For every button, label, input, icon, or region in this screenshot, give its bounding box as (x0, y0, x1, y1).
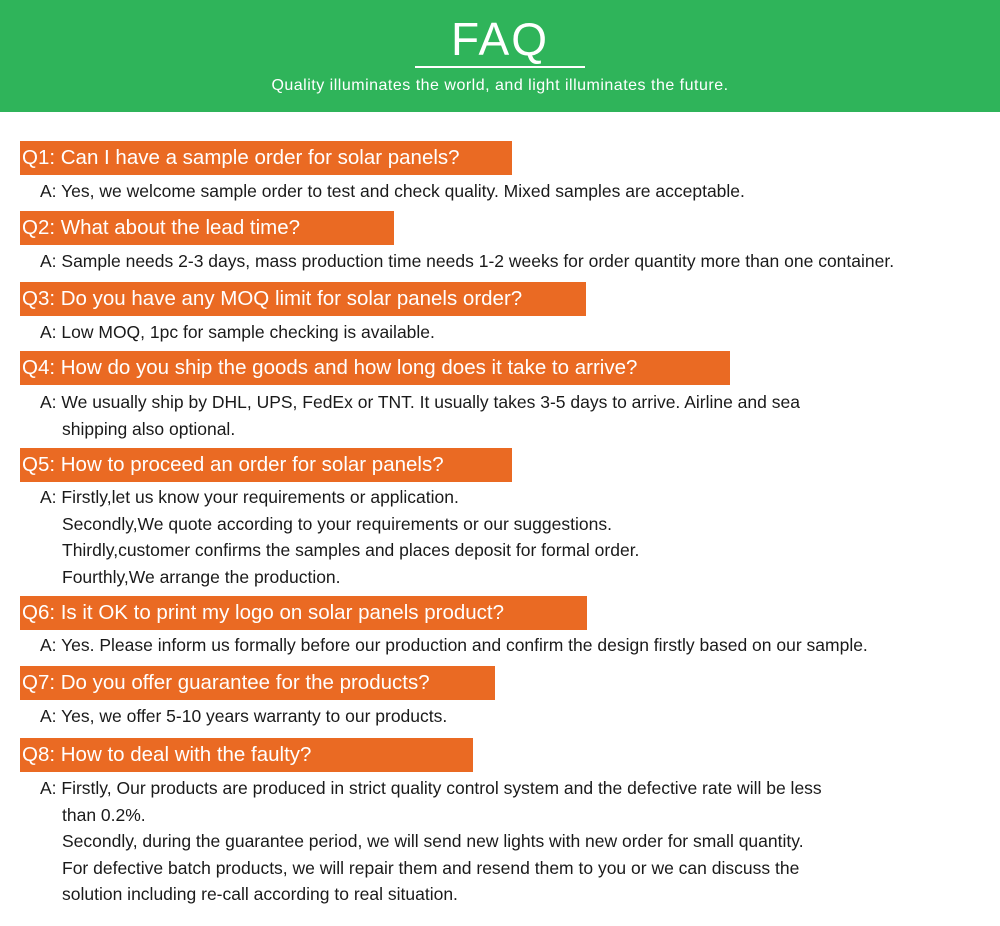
answer-line: For defective batch products, we will repair them and resend them to you or we can discuss the (62, 857, 800, 878)
answer-line: Fourthly,We arrange the production. (62, 566, 341, 587)
answer-line: shipping also optional. (62, 418, 236, 439)
answer-line: than 0.2%. (62, 804, 146, 825)
answer-line: A: Yes, we welcome sample order to test and check quality. Mixed samples are acceptable. (40, 181, 745, 201)
faq-question-1: Q1: Can I have a sample order for solar panels? (20, 141, 512, 175)
faq-question-3: Q3: Do you have any MOQ limit for solar panels order? (20, 282, 586, 316)
answer-line: solution including re-call according to real situation. (62, 884, 458, 905)
answer-line: A: Firstly,let us know your requirements or application. (40, 487, 459, 507)
faq-answer-3 (40, 319, 995, 346)
faq-answer-5 (40, 484, 995, 590)
faq-answer-4 (40, 389, 995, 442)
faq-answer-6 (40, 632, 995, 659)
faq-question-8: Q8: How to deal with the faulty? (20, 738, 473, 772)
answer-line: Secondly, during the guarantee period, we will send new lights with new order for small quantity. (62, 831, 804, 852)
faq-answer-2 (40, 248, 995, 275)
answer-line: A: Sample needs 2-3 days, mass production time needs 1-2 weeks for order quantity more than one container. (40, 251, 895, 271)
faq-answer-8 (40, 775, 995, 908)
page-title: FAQ (450, 13, 550, 65)
answer-line: A: Yes. Please inform us formally before our production and confirm the design firstly based on our sample. (40, 635, 868, 655)
faq-question-6: Q6: Is it OK to print my logo on solar panels product? (20, 596, 587, 630)
answer-line: Thirdly,customer confirms the samples and places deposit for formal order. (62, 540, 640, 561)
faq-question-4: Q4: How do you ship the goods and how long does it take to arrive? (20, 351, 730, 385)
page-subtitle: Quality illuminates the world, and light illuminates the future. (271, 77, 729, 94)
answer-line: A: Yes, we offer 5-10 years warranty to our products. (40, 706, 448, 726)
answer-line: A: We usually ship by DHL, UPS, FedEx or TNT. It usually takes 3-5 days to arrive. Airline and sea (40, 392, 800, 412)
faq-header (0, 0, 1000, 112)
answer-line: A: Firstly, Our products are produced in strict quality control system and the defective rate will be less (40, 778, 822, 798)
faq-question-2: Q2: What about the lead time? (20, 211, 394, 245)
faq-answer-7 (40, 703, 995, 730)
answer-line: A: Low MOQ, 1pc for sample checking is available. (40, 322, 435, 342)
faq-question-5: Q5: How to proceed an order for solar panels? (20, 448, 512, 482)
faq-answer-1 (40, 178, 995, 205)
faq-question-7: Q7: Do you offer guarantee for the products? (20, 666, 495, 700)
title-underline (415, 66, 585, 68)
answer-line: Secondly,We quote according to your requirements or our suggestions. (62, 513, 612, 534)
